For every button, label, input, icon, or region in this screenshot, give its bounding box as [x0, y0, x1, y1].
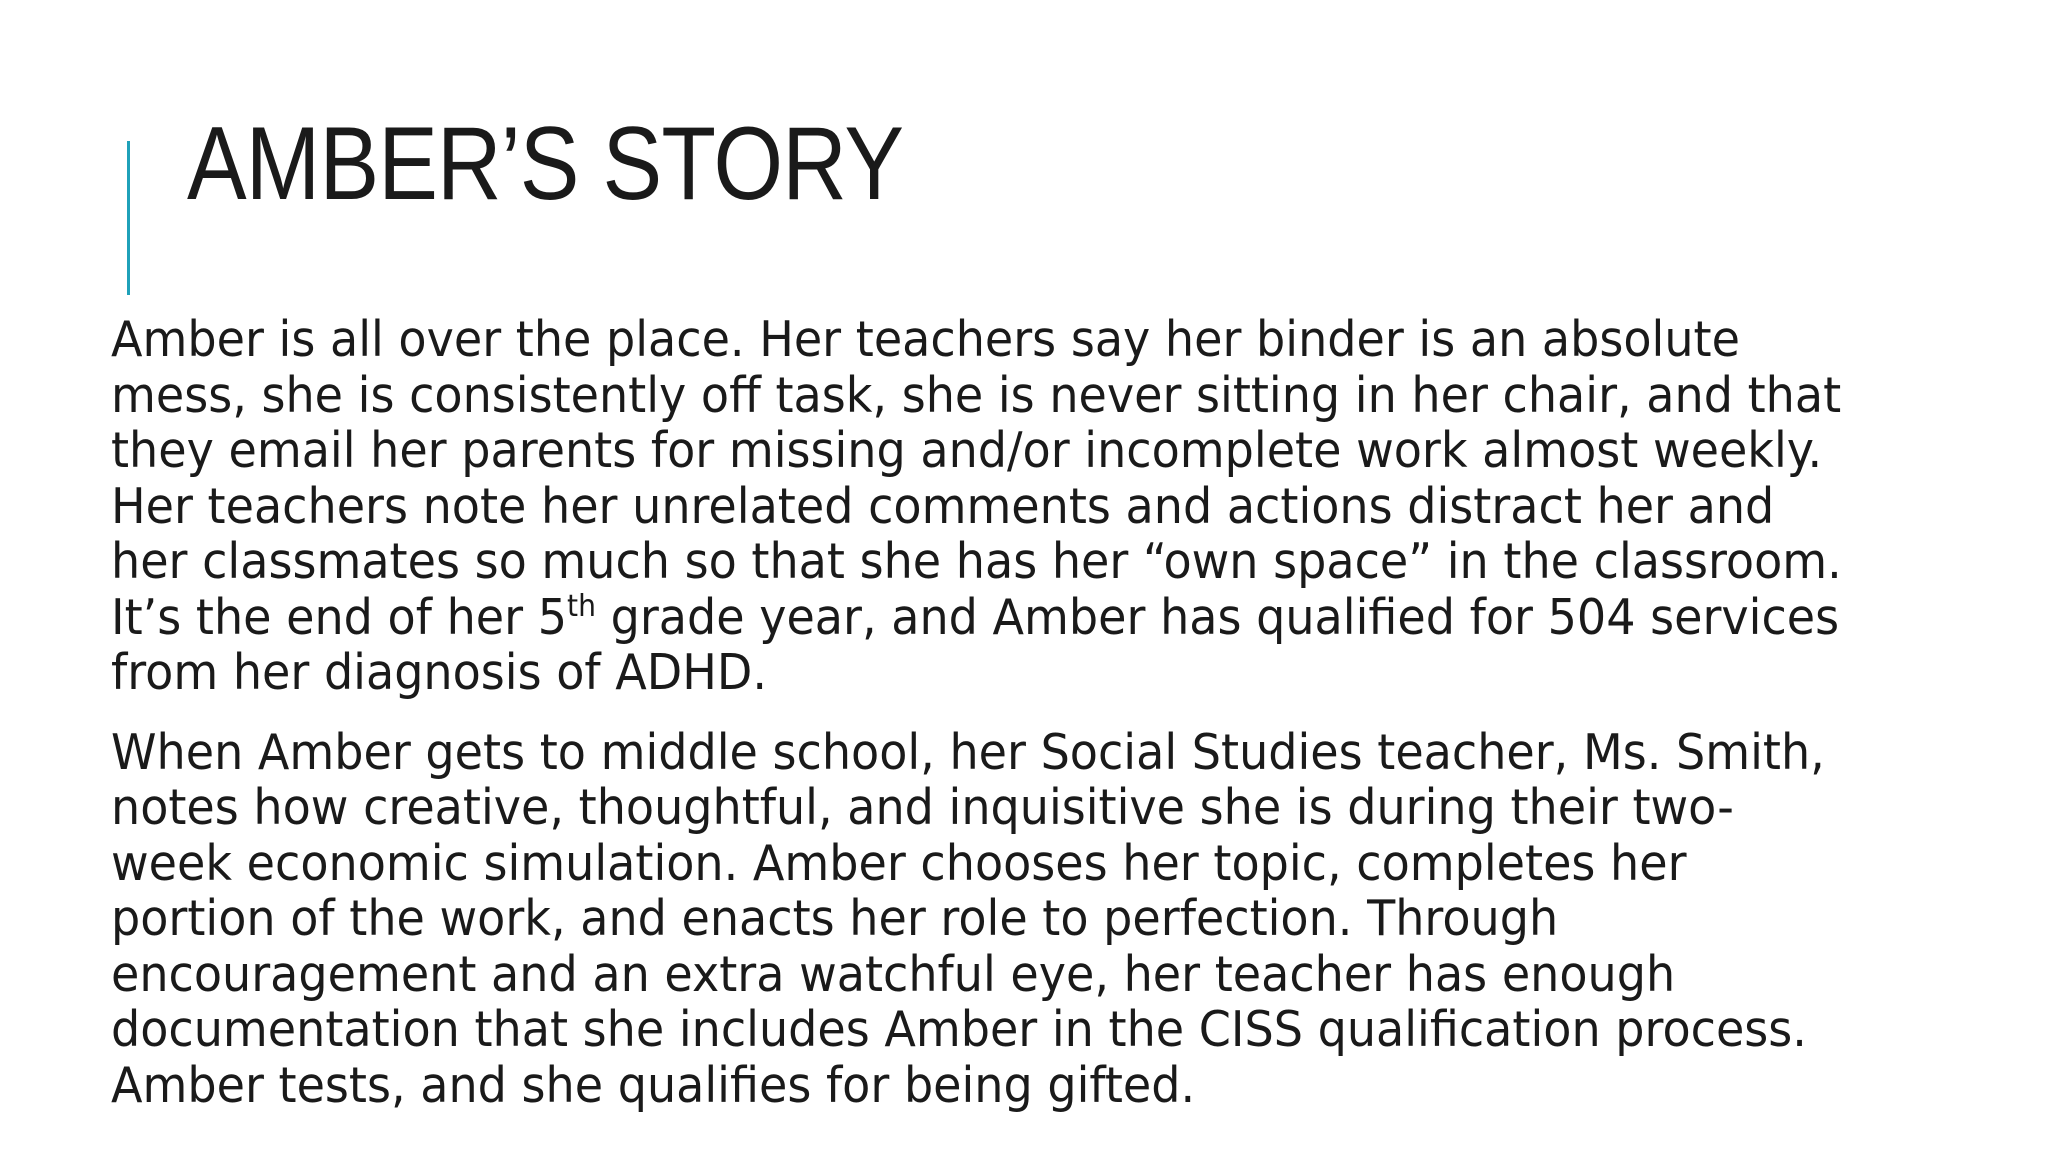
text-line: her classmates so much so that she has her “own space” in the classroom. [111, 533, 1842, 590]
paragraph-1 [111, 312, 2011, 701]
text-line: from her diagnosis of ADHD. [111, 644, 768, 701]
text-line: week economic simulation. Amber chooses her topic, completes her [111, 834, 1687, 892]
text-line: When Amber gets to middle school, her Social Studies teacher, Ms. Smith, [111, 723, 1825, 781]
text-line: documentation that she includes Amber in the CISS qualification process. [111, 1001, 1807, 1058]
text-line: Amber tests, and she qualifies for being gifted. [111, 1056, 1196, 1114]
text-line: notes how creative, thoughtful, and inquisitive she is during their two- [111, 779, 1734, 836]
text-line: portion of the work, and enacts her role to perfection. Through [111, 890, 1559, 947]
slide-title: AMBER’S STORY [187, 106, 904, 222]
text-line: they email her parents for missing and/or incomplete work almost weekly. [111, 422, 1823, 479]
text-line: Amber is all over the place. Her teachers say her binder is an absolute [111, 311, 1740, 368]
ordinal-superscript: th [567, 588, 596, 624]
title-accent-line [127, 141, 130, 295]
text-line: encouragement and an extra watchful eye, her teacher has enough [111, 945, 1676, 1003]
text-line: mess, she is consistently off task, she is never sitting in her chair, and that [111, 366, 1842, 424]
text-line: Her teachers note her unrelated comments and actions distract her and [111, 477, 1775, 535]
text-line-with-superscript [111, 590, 1897, 646]
paragraph-2 [111, 725, 2011, 1114]
text-segment: It’s the end of her 5 [111, 588, 568, 646]
text-segment: grade year, and Amber has qualified for 504 services [595, 588, 1840, 646]
slide-body [111, 312, 2011, 1137]
